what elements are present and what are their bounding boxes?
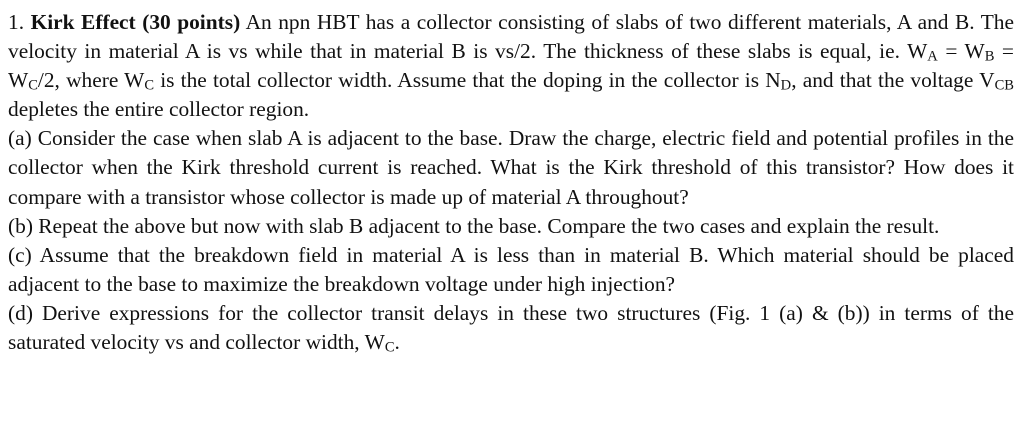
part-b-paragraph: (b) Repeat the above but now with slab B adjacent to the base. Compare the two cases and explain the result. — [8, 213, 940, 238]
subscript-b: B — [984, 48, 995, 65]
subscript-cb: CB — [994, 77, 1014, 94]
part-d-text: (d) Derive expressions for the collector transit delays in these two structures (Fig. 1 (a) & (b)) in terms of the saturated velocity vs and collector width, W — [8, 300, 1014, 355]
part-d-paragraph — [8, 299, 1014, 357]
intro-text: depletes the entire collector region. — [8, 97, 310, 122]
part-a-paragraph: (a) Consider the case when slab A is adjacent to the base. Draw the charge, electric field and potential profiles in the collector when the Kirk threshold current is reached. What is the Kirk threshold of this transistor? How does it compare with a transistor whose collector is made up of material A throughout? — [8, 126, 1014, 209]
intro-text: An npn HBT has a collector consisting of slabs of two different materials, A and B. The velocity in material A is vs while that in material B is vs/2. The thickness of these slabs is equal, ie. W — [8, 10, 1014, 64]
subscript-c: C — [28, 77, 38, 94]
problem-number: 1. — [8, 10, 25, 34]
problem-title: Kirk Effect (30 points) — [30, 10, 241, 34]
intro-text: /2, where W — [37, 68, 145, 93]
intro-text: , and that the voltage V — [791, 68, 995, 93]
subscript-c: C — [384, 339, 395, 356]
intro-text: = W — [8, 39, 1014, 93]
subscript-c: C — [144, 77, 155, 94]
intro-text: = W — [937, 39, 985, 64]
part-c-paragraph: (c) Assume that the breakdown field in material A is less than in material B. Which material should be placed adjacent to the base to maximize the breakdown voltage under high injection? — [8, 242, 1014, 296]
subscript-d: D — [780, 77, 792, 94]
intro-text: is the total collector width. Assume that the doping in the collector is N — [154, 68, 781, 93]
problem-intro-paragraph — [8, 8, 1014, 124]
part-d-text: . — [394, 330, 400, 355]
subscript-a: A — [927, 48, 938, 65]
